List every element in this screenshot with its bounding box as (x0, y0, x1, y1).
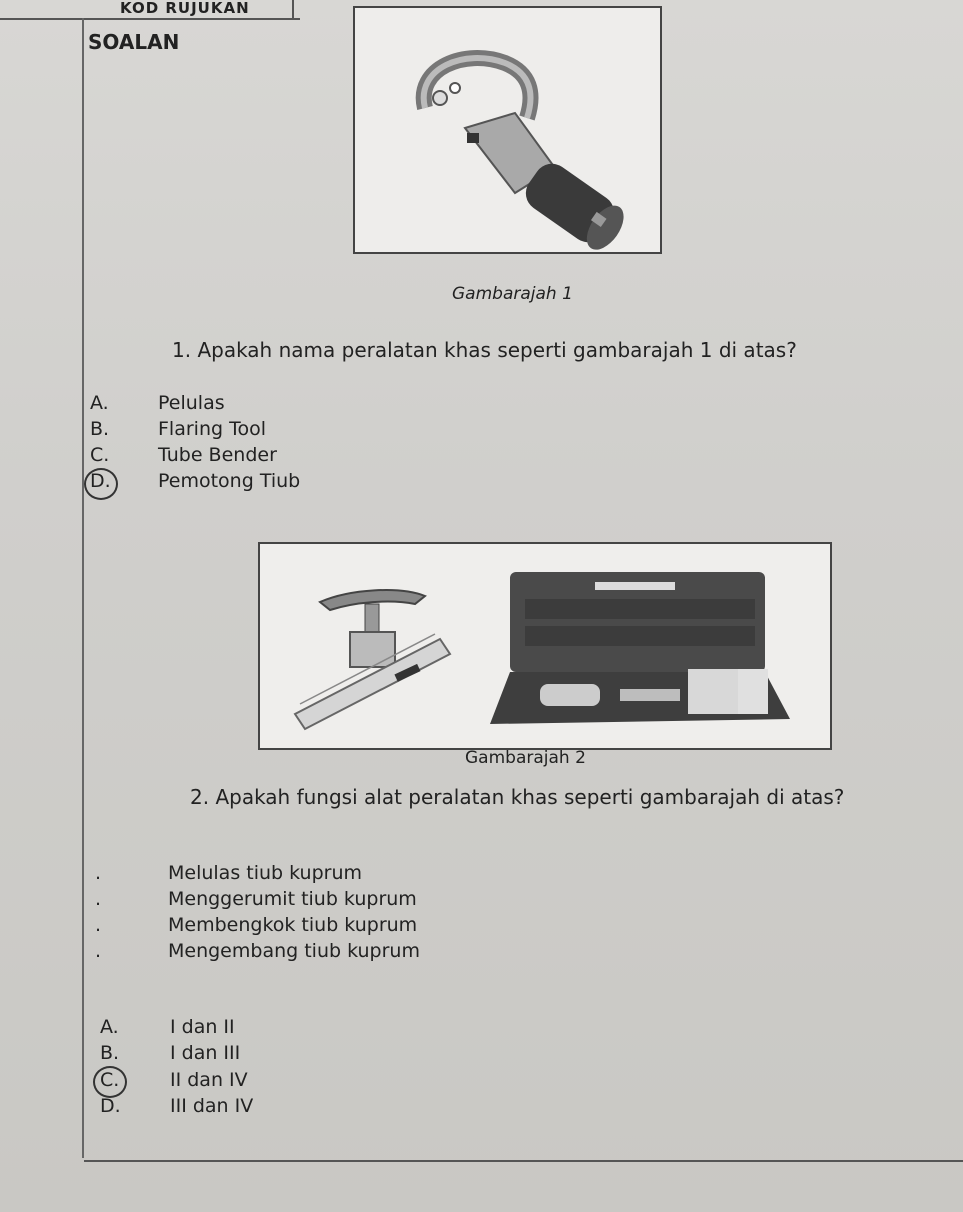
flaring-tool-image (260, 544, 830, 748)
bottom-rule (84, 1160, 963, 1162)
statement-3-number: . (95, 914, 102, 936)
q1-option-c-letter[interactable]: C. (90, 444, 110, 466)
statement-2-text: Menggerumit tiub kuprum (168, 888, 417, 910)
top-rule (0, 18, 300, 20)
soalan-heading: SOALAN (88, 30, 180, 54)
question-1-text: 1. Apakah nama peralatan khas seperti gambarajah 1 di atas? (172, 338, 797, 362)
q2-option-d-letter[interactable]: D. (100, 1095, 121, 1117)
figure-1-caption: Gambarajah 1 (452, 284, 573, 304)
top-divider (292, 0, 294, 18)
q2-option-a-letter[interactable]: A. (100, 1016, 119, 1038)
q2-option-c-letter[interactable]: C. (100, 1069, 120, 1091)
q1-option-b-letter[interactable]: B. (90, 418, 110, 440)
q1-option-c-text[interactable]: Tube Bender (158, 444, 277, 466)
q2-answer-circle (93, 1066, 127, 1098)
q1-option-a-text[interactable]: Pelulas (158, 392, 225, 414)
q1-option-a-letter[interactable]: A. (90, 392, 109, 414)
statement-3-text: Membengkok tiub kuprum (168, 914, 418, 936)
q2-option-b-letter[interactable]: B. (100, 1042, 120, 1064)
statement-4-number: . (95, 940, 102, 962)
tube-cutter-image (355, 8, 660, 252)
q1-answer-circle (84, 468, 118, 500)
statement-1-text: Melulas tiub kuprum (168, 862, 363, 884)
statement-2-number: . (95, 888, 102, 910)
statement-1-number: . (95, 862, 102, 884)
q2-option-c-text[interactable]: II dan IV (170, 1069, 248, 1091)
q2-option-b-text[interactable]: I dan III (170, 1042, 241, 1064)
q1-option-b-text[interactable]: Flaring Tool (158, 418, 266, 440)
kod-rujukan-label: KOD RUJUKAN (120, 0, 250, 17)
question-2-text: 2. Apakah fungsi alat peralatan khas seperti gambarajah di atas? (190, 785, 845, 809)
q2-option-a-text[interactable]: I dan II (170, 1016, 235, 1038)
figure-2-frame (258, 542, 832, 750)
q1-option-d-letter[interactable]: D. (90, 470, 111, 492)
left-margin-line (82, 18, 84, 1158)
figure-2-caption: Gambarajah 2 (465, 748, 586, 768)
q2-option-d-text[interactable]: III dan IV (170, 1095, 254, 1117)
figure-1-frame (353, 6, 662, 254)
statement-4-text: Mengembang tiub kuprum (168, 940, 420, 962)
q1-option-d-text[interactable]: Pemotong Tiub (158, 470, 301, 492)
